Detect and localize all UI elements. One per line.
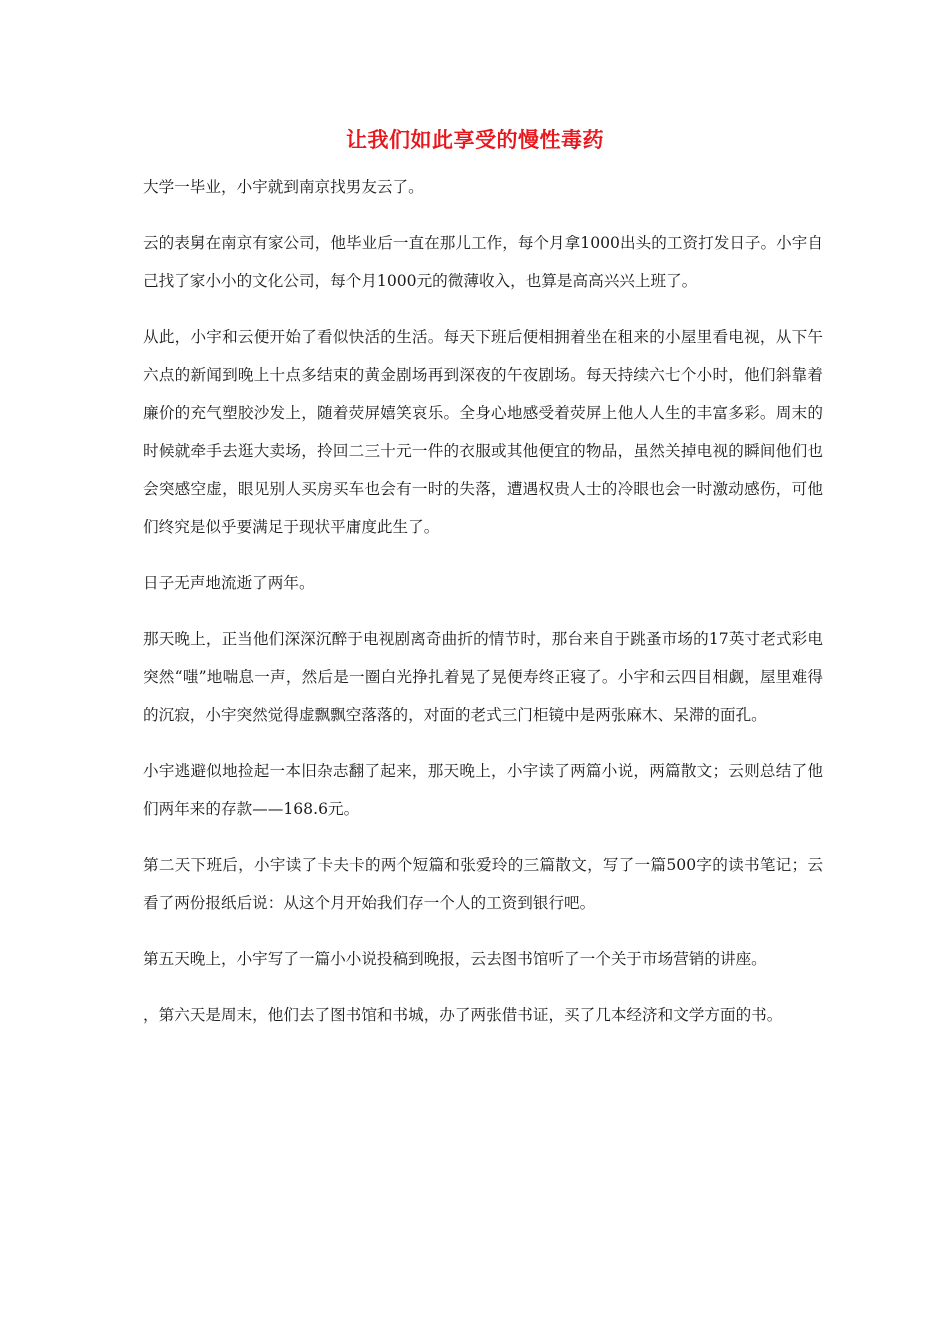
document-body (143, 168, 823, 1052)
paragraph: 日子无声地流逝了两年。 (143, 574, 315, 592)
paragraph: 第二天下班后，小宇读了卡夫卡的两个短篇和张爱玲的三篇散文，写了一篇500字的读书笔记；云看了两份报纸后说：从这个月开始我们存一个人的工资到银行吧。 (143, 856, 823, 912)
paragraph: 从此，小宇和云便开始了看似快活的生活。每天下班后便相拥着坐在租来的小屋里看电视，从下午六点的新闻到晚上十点多结束的黄金剧场再到深夜的午夜剧场。每天持续六七个小时，他们斜靠着廉价的充气塑胶沙发上，随着荧屏嬉笑哀乐。全身心地感受着荧屏上他人人生的丰富多彩。周末的时候就牵手去逛大卖场，拎回二三十元一件的衣服或其他便宜的物品，虽然关掉电视的瞬间他们也会突感空虚，眼见别人买房买车也会有一时的失落，遭遇权贵人士的冷眼也会一时激动感伤，可他们终究是似乎要满足于现状平庸度此生了。 (143, 328, 823, 536)
paragraph: 那天晚上，正当他们深深沉醉于电视剧离奇曲折的情节时，那台来自于跳蚤市场的17英寸老式彩电突然“嗤”地喘息一声，然后是一圈白光挣扎着晃了晃便寿终正寝了。小宇和云四目相觑，屋里难得的沉寂，小宇突然觉得虚飘飘空落落的，对面的老式三门柜镜中是两张麻木、呆滞的面孔。 (143, 630, 823, 724)
paragraph: ，第六天是周末，他们去了图书馆和书城，办了两张借书证，买了几本经济和文学方面的书。 (143, 1006, 783, 1024)
paragraph: 第五天晚上，小宇写了一篇小小说投稿到晚报，云去图书馆听了一个关于市场营销的讲座。 (143, 950, 767, 968)
paragraph: 云的表舅在南京有家公司，他毕业后一直在那儿工作，每个月拿1000出头的工资打发日子。小宇自己找了家小小的文化公司，每个月1000元的微薄收入，也算是高高兴兴上班了。 (143, 234, 823, 290)
paragraph: 大学一毕业，小宇就到南京找男友云了。 (143, 178, 424, 196)
paragraph: 小宇逃避似地捡起一本旧杂志翻了起来，那天晚上，小宇读了两篇小说，两篇散文；云则总结了他们两年来的存款——168.6元。 (143, 762, 823, 818)
document-title: 让我们如此享受的慢性毒药 (346, 127, 604, 152)
